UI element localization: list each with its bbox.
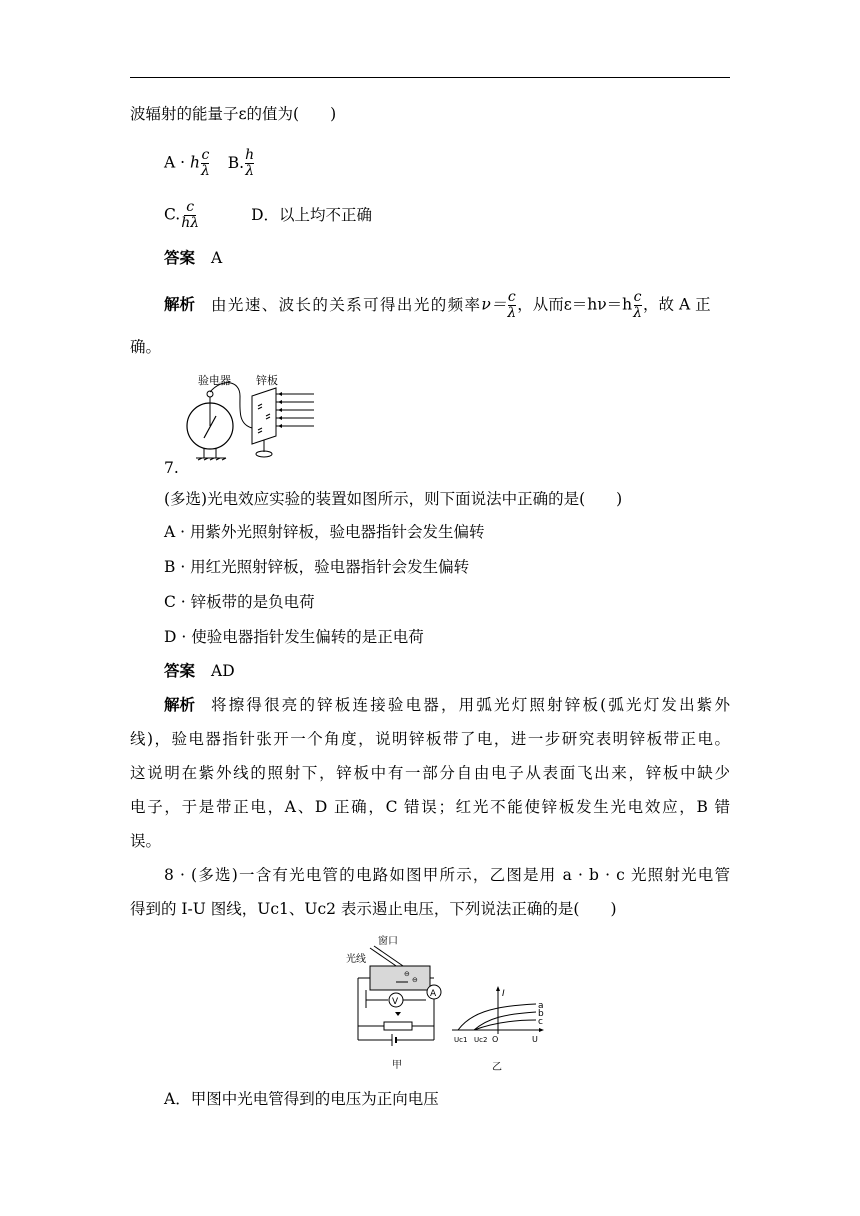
fraction-denominator: λ <box>507 305 517 321</box>
answer-label: 答案 <box>164 248 196 267</box>
curve-c-label: c <box>538 1017 543 1027</box>
electron-symbol: ⊖ <box>404 970 410 978</box>
q7-option-d: D · 使验电器指针发生偏转的是正电荷 <box>164 628 424 646</box>
label-light: 光线 <box>346 954 366 965</box>
q6-options-ab <box>164 148 255 179</box>
q6-option-b-fraction <box>245 148 254 179</box>
fraction-denominator: hλ <box>181 215 200 231</box>
photocell-figure <box>340 930 550 1076</box>
analysis-text: 由光速、波长的关系可得出光的频率 <box>211 295 482 314</box>
q7-analysis-line-4: 电子，于是带正电，A、D 正确，C 错误；红光不能使锌板发生光电效应，B 错 <box>130 798 730 816</box>
q7-analysis-line-3: 这说明在紫外线的照射下，锌板中有一部分自由电子从表面飞出来，锌板中缺少 <box>130 764 730 782</box>
label-window: 窗口 <box>378 936 398 947</box>
q7-option-c: C · 锌板带的是负电荷 <box>164 593 315 611</box>
q6-answer <box>164 248 222 268</box>
q6-stem-tail: 波辐射的能量子ε的值为( ) <box>130 105 337 123</box>
ammeter-label: A <box>430 989 437 999</box>
ray-arrowheads <box>278 392 282 428</box>
analysis-label: 解析 <box>164 294 196 314</box>
q8-stem-line-1: 8 · (多选)一含有光电管的电路如图甲所示，乙图是用 a · b · c 光照射光电管 <box>164 866 730 884</box>
analysis-fraction-2 <box>633 290 642 321</box>
fraction-numerator: c <box>633 289 642 305</box>
fraction-denominator: λ <box>633 305 643 321</box>
fraction-numerator: h <box>245 147 255 163</box>
q6-option-a-fraction <box>201 148 210 179</box>
origin-label: O <box>492 1035 499 1044</box>
q7-analysis-line-5: 误。 <box>130 832 162 850</box>
light-line <box>374 946 406 968</box>
q6-option-c-prefix: C. <box>164 205 181 224</box>
photocell-tube-icon <box>370 966 430 990</box>
caption-yi: 乙 <box>492 1062 502 1073</box>
q7-answer <box>164 661 235 681</box>
answer-value: A <box>211 249 223 267</box>
caption-jia: 甲 <box>392 1060 402 1071</box>
fraction-denominator: λ <box>200 163 210 179</box>
figure-label-electroscope: 验电器 <box>198 374 231 387</box>
rheostat-icon <box>384 1022 412 1030</box>
q6-option-d: D．以上均不正确 <box>251 205 372 224</box>
q7-option-a: A · 用紫外光照射锌板，验电器指针会发生偏转 <box>164 523 485 541</box>
curve-c <box>474 1020 536 1030</box>
fraction-numerator: c <box>507 289 516 305</box>
electroscope-figure <box>182 370 322 462</box>
fraction-denominator: λ <box>245 163 255 179</box>
uc1-label: Uc1 <box>454 1036 468 1044</box>
slider-icon <box>395 1012 401 1016</box>
q7-analysis-line-2: 线)，验电器指针张开一个角度，说明锌板带了电，进一步研究表明锌板带正电。 <box>130 730 730 748</box>
q8-stem-line-2: 得到的 I-U 图线，Uc1、Uc2 表示遏止电压，下列说法正确的是( ) <box>130 900 617 918</box>
axis-u-label: U <box>532 1035 538 1044</box>
fraction-numerator: c <box>201 147 210 163</box>
q6-analysis-end: 确。 <box>130 338 162 356</box>
q7-stem: (多选)光电效应实验的装置如图所示，则下面说法中正确的是( ) <box>164 490 623 508</box>
fraction-numerator: c <box>186 199 195 215</box>
analysis-fraction-1 <box>507 290 516 321</box>
zinc-plate-icon <box>252 388 276 444</box>
u-axis-arrow <box>539 1028 544 1032</box>
q6-option-a-prefix: A · <box>164 153 190 172</box>
q8-option-a: A．甲图中光电管得到的电压为正向电压 <box>164 1090 439 1108</box>
connecting-wire <box>210 383 252 428</box>
header-rule <box>130 77 730 78</box>
curve-b-label: b <box>538 1009 544 1019</box>
q6-analysis <box>164 290 711 321</box>
analysis-text: ，从而ε＝hν＝h <box>517 295 633 314</box>
figure-label-zinc-plate: 锌板 <box>256 374 278 387</box>
q6-option-c-fraction <box>181 200 199 231</box>
answer-label: 答案 <box>164 661 196 680</box>
q6-options-cd <box>164 200 372 231</box>
voltmeter-label: V <box>392 997 399 1007</box>
curve-a-label: a <box>538 1001 544 1011</box>
zinc-plate-charges <box>258 404 270 433</box>
analysis-text: 将擦得很亮的锌板连接验电器，用弧光灯照射锌板(弧光灯发出紫外 <box>211 696 730 714</box>
uc2-label: Uc2 <box>474 1036 488 1044</box>
q6-option-a-h: h <box>189 153 200 172</box>
q7-analysis-line-1 <box>164 695 730 715</box>
analysis-text: ，故 A 正 <box>643 295 711 314</box>
q6-option-b-prefix: B. <box>227 153 245 172</box>
curve-a <box>458 1004 536 1030</box>
electron-symbol: ⊖ <box>412 976 418 984</box>
analysis-label: 解析 <box>164 695 196 714</box>
i-axis-arrow <box>496 986 500 991</box>
axis-i-label: I <box>502 989 505 999</box>
q7-number: 7. <box>164 459 179 477</box>
q7-option-b: B · 用红光照射锌板，验电器指针会发生偏转 <box>164 558 470 576</box>
answer-value: AD <box>211 662 235 680</box>
analysis-nu: ν＝ <box>481 295 507 314</box>
